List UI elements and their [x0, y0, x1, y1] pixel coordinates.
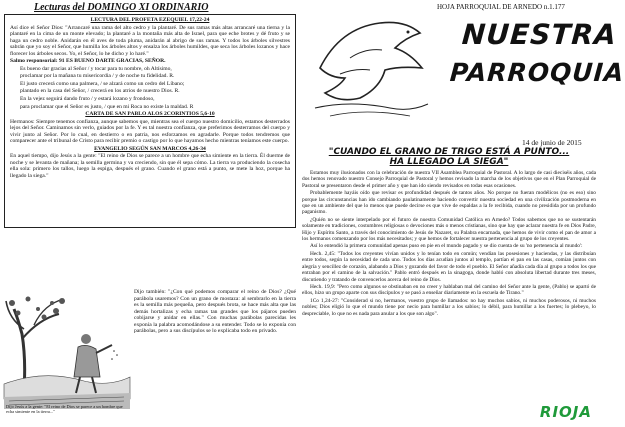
article-body: [302, 170, 596, 318]
reading-paragraph: plantado en la casa del Señor, / crecerá en los atrios de nuestro Dios. R.: [20, 88, 180, 95]
reading-paragraph: En la vejez seguirá dando fruto / y estará lozano y frondoso,: [20, 96, 155, 103]
article-headline: [302, 147, 596, 167]
reading-paragraph: proclamar por la mañana tu misericordia / y de noche tu fidelidad. R.: [20, 73, 175, 80]
parable-paragraph: Dijo también: "¿Con qué podemos comparar el reino de Dios? ¿Qué parábola usaremos? Con un grano de mostaza: al sembrarlo en la tierra es la semilla más pequeña, pero después brota, se hace más alta que las demás hortalizas y echa ramas tan grandes que los pájaros pueden cobijarse y anidar en ellas." Con muchas parábolas parecidas les exponía la palabra acomodándose a su entender. Todo se lo exponía con parábolas, pero a sus discípulos se lo explicaba todo en privado.: [134, 289, 296, 335]
article-paragraph: Probablemente hayáis oído que revisar es profundidad después de tantos años. No porque no fueran modélicos (no es eso) sino porque las circunstancias han ido cambiando paulatinamente haciendo convertir nuestra sociedad en una civilización postmoderna en que en un ambiente del que lo menos que puede decirse es que vive de espaldas a la fe recibida, cuando no presidida por un profundo paganismo.: [302, 190, 596, 216]
article-paragraph: Hech. 19,9: "Pero como algunos se obstinaban en no creer y hablaban mal del camino del Señor ante la gente, (Pablo) se apartó de ellos, hizo un grupo aparte con sus discípulos y se pasó a enseñar diariamente en la escuela de Tirano.": [302, 283, 596, 297]
left-column: [4, 0, 296, 427]
masthead-parroquia: PARROQUIA: [448, 58, 625, 87]
headline-line-1: "CUANDO EL GRANO DE TRIGO ESTÁ A PUNTO...: [328, 147, 570, 157]
gospel-parable-text: [134, 289, 296, 335]
reading-paragraph: LECTURA DEL PROFETA EZEQUIEL 17,22-24: [90, 17, 210, 23]
reading-paragraph: Es bueno dar gracias al Señor / y tocar para tu nombre, oh Altísimo,: [20, 65, 172, 72]
article-paragraph: ¿Quién no se siente interpelado por el futuro de nuestra Comunidad Católica en Arnedo? Todos sabemos que no se sustentarán solamente en tradiciones, costumbres religiosas o devociones más o menos cristianas, sino que hay que aclarar nuestra fe en Dios Padre, Hijo y Espíritu Santo, a través del conocimiento de Jesús de Nazaret, su Palabra encarnada, que hemos de vivir como el pan de amor a los hermanos comenzando por los más necesitados; y que hemos de fortalecer nuestra pertenencia al grupo de los creyentes.: [302, 216, 596, 243]
dove-icon: [310, 8, 432, 124]
article-paragraph: Así lo entendió la primera comunidad apenas puso en pie en el mundo pagado y se dio cuenta de su 'no pertenencia al mundo':: [310, 243, 583, 250]
reading-paragraph: El justo crecerá como una palmera, / se alzará como un cedro del Líbano;: [20, 80, 185, 87]
reading-paragraph: Salmo responsorial: 91 ES BUENO DARTE GRACIAS, SEÑOR.: [10, 58, 166, 65]
article-paragraph: Hech. 2,45: "Todos los creyentes vivían unidos y lo tenían todo en común; vendían las posesiones y haciendas, y las distribuían entre todos, según la necesidad de cada uno. Todos los días acudían juntos al templo, partían el pan en las casas, comían juntos con alegría y sencillez de corazón, alabando a Dios y gozando del favor de todo el pueblo. El Señor añadía cada día al grupo a todos los que entraban por el camino de la salvación." Pablo entró después en la sinagoga, donde habló con absoluta libertad durante tres meses, discutiendo y tratando de convencerlos acerca del reino de Dios.: [302, 250, 596, 283]
illustration-caption: Dijo Jesús a la gente: "El reino de Dios se parece a un hombre que echa simiente en la tierra...": [6, 404, 123, 414]
reading-paragraph: para proclamar que el Señor es justo, / que en mi Roca no existe la maldad. R: [20, 103, 194, 110]
headline-line-2: HA LLEGADO LA SIEGA": [389, 157, 509, 167]
right-column: [302, 0, 625, 427]
rioja-logo: RIOJA: [539, 403, 592, 421]
reading-paragraph: Hermanos: Siempre tenemos confianza, aunque sabemos que, mientras sea el cuerpo nuestro domicilio, estamos desterrados lejos del Señor. Caminamos sin verlo, guiados por la fe. Y es tal nuestra confianza, que preferimos desterramos del cuerpo y vivir junto al Señor. Por lo cual, en destierro o en patria, nos esforzamos en agradarle. Porque todos tendremos que comparecer ante el tribunal de Cristo para recibir premio o castigo por lo que hayamos hecho mientras teníamos este cuerpo.: [10, 118, 290, 145]
reading-paragraph: Así dice el Señor Dios: "Arrancaré una rama del alto cedro y la plantaré. De sus ramas más altas arrancaré una tierna y la plantaré en la cima de un monte elevado; la plantaré a la montaña más alta de Israel, para que eche brotes y dé fruto y se haga un cedro noble. Anidarán en él aves de toda pluma, anidarán al abrigo de sus ramas. Y todos los árboles silvestres sabrán que yo soy el Señor, que humilla los árboles altos y ensalza los árboles humildes, que seca los árboles lozanos y hace florecer los árboles secos. Yo, el Señor, lo he dicho y lo haré.": [10, 24, 290, 57]
readings-heading: Lecturas del DOMINGO XI ORDINARIO: [34, 2, 209, 13]
reading-paragraph: EVANGELIO SEGÚN SAN MARCOS 4,26-34: [94, 145, 206, 152]
article-paragraph: 1Co 1,24-27: "Considerad si no, hermanos, vuestro grupo de llamados: no hay muchos sabios, ni muchos poderosos, ni muchos nobles; Dios eligió lo que el mundo tiene por necio para humillar a los sabios; lo débil, para humillar a los fuertes; lo plebeyo, lo despreciable, lo que no es nada para anular a los que son algo".: [302, 297, 596, 317]
masthead-nuestra: NUESTRA: [460, 18, 618, 51]
reading-paragraph: CARTA DE SAN PABLO ALOS 2CORINTIOS 5,6-10: [85, 111, 215, 118]
issue-date: 14 de junio de 2015: [522, 138, 582, 147]
readings-box: [4, 14, 296, 228]
article-paragraph: Estamos muy ilusionados con la celebración de nuestra VII Asamblea Parroquial de Pastoral. A lo largo de casi dieciséis años, cada dos hemos renovado nuestro Consejo Parroquial de Pastoral y hemos revisado la marcha de los objetivos que en el Plan Parroquial de Pastoral se presentaron desde el primer año y que han ido siendo revisados en todas esas ocasiones.: [302, 170, 596, 189]
reading-paragraph: En aquel tiempo, dijo Jesús a la gente: "El reino de Dios se parece a un hombre que echa simiente en la tierra. Él duerme de noche y se levanta de mañana; la semilla germina y va creciendo, sin que él sepa cómo. La tierra va produciendo la cosecha ella sola: primero los tallos, luego la espiga, después el grano. Cuando el grano está a punto, se mete la hoz, porque ha llegado la siega.": [10, 153, 290, 180]
bulletin-number: HOJA PARROQUIAL DE ARNEDO n.1.177: [437, 3, 565, 11]
